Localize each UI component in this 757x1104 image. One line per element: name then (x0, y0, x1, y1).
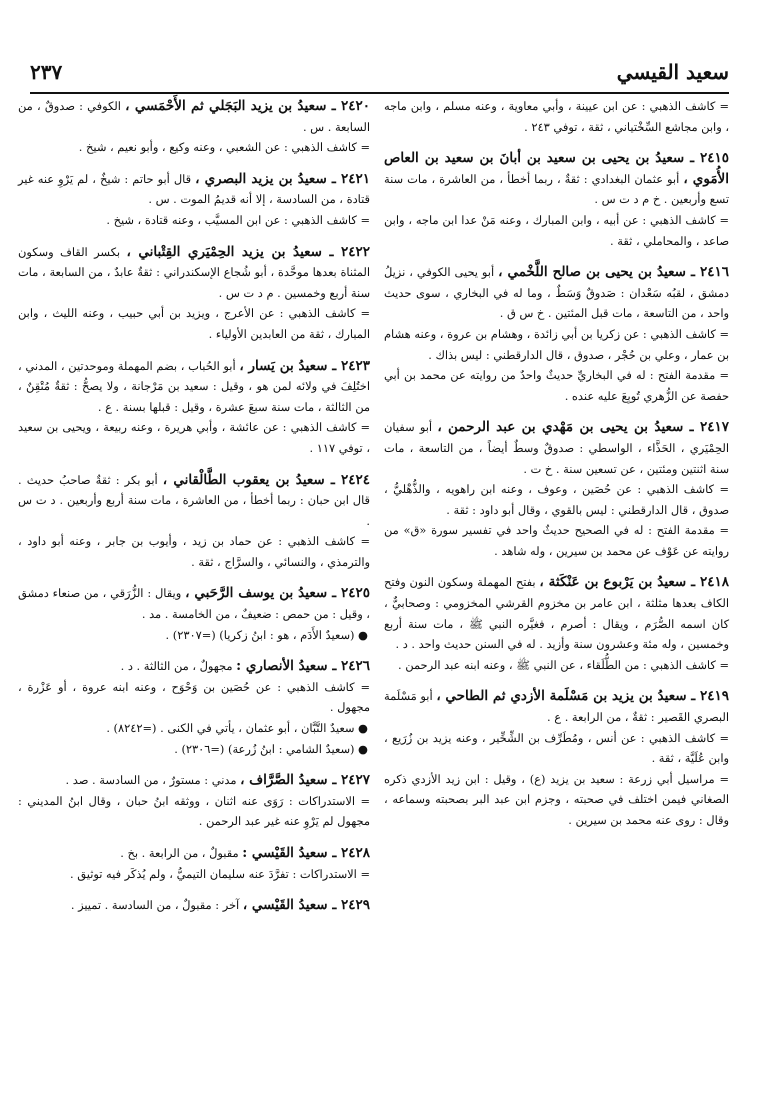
narrator-description: ويقال : الزُّرَقي ، من صنعاء دمشق ، وقيل : من حمص : ضعيفٌ ، من الخامسة . مد . (18, 586, 370, 622)
narrator-description: أبو مَسْلَمة البصري القَصير : ثقةٌ ، من الرابعة . ع . (384, 689, 729, 725)
source-note: = الاستدراكات : تفرَّدَ عنه سليمان التيميُّ ، ولم يُذكَر فيه توثيق . (70, 866, 370, 881)
narrator-description: أبو بكر : ثقةٌ صاحبُ حديث . قال ابن حبان : ربما أخطأ ، من العاشرة ، مات سنة أربع وأربعين . د ت س . (18, 472, 370, 528)
source-note: = مقدمة الفتح : له في الصحيح حديثٌ واحد في تفسير سورة «ق» من روايته عن عَوْف عن محمد بن سيرين ، وله شاهد . (384, 523, 729, 558)
entry-heading-line (384, 417, 729, 479)
source-note: = كاشف الذهبي : عن زكريا بن أبي زائدة ، وهشام بن عروة ، وعنه هشام بن عمار ، وعلي بن حُجْر ، صدوق ، قال الدارقطني : ليس بذاك . (384, 326, 729, 362)
narrator-name: ٢٤٢٩ ـ سعيدُ القَيْسي ، (242, 897, 370, 914)
entry-heading-line (384, 686, 729, 727)
source-note: = كاشف الذهبي : عن الأعرج ، ويزيد بن أبي حبيب ، وعنه الليث ، وابن المبارك ، ثقة من العابدين الأولياء . (18, 306, 370, 341)
source-note: = كاشف الذهبي : عن ابن المسيَّب ، وعنه قتادة ، شيخ . (106, 212, 370, 227)
narrator-description: مجهولٌ ، من الثالثة . د . (120, 659, 233, 674)
narrator-description: الكوفي : صدوقٌ ، من السابعة . س . (18, 99, 370, 134)
narrator-description: مقبولٌ ، من الرابعة . بخ . (120, 846, 239, 860)
cross-reference: ● سعيدٌ التَّبَّان ، أبو عثمان ، يأتي في الكنى . (=٨٢٤٢) . (106, 721, 368, 736)
narrator-name: ٢٤٢٦ ـ سعيدُ الأنصاري : (236, 658, 370, 675)
source-note: = كاشف الذهبي : عن عائشة ، وأبي هريرة ، وعنه ربيعة ، ويحيى بن سعيد ، توفي ١١٧ . (18, 420, 370, 455)
narrator-description: مدني : مستورٌ ، من السادسة . صد . (65, 773, 237, 788)
biography-entry (18, 770, 370, 832)
page-number: ٢٣٧ (30, 60, 63, 84)
source-note: = كاشف الذهبي : عن حماد بن زيد ، وأيوب بن جابر ، وعنه أبو داود ، والترمذي ، والنسائي ، والسرَّاج ، ثقة . (18, 534, 370, 569)
source-note: = مراسيل أبي زرعة : سعيد بن يزيد (ع) ، وقيل : ابن زيد الأزدي ذكره الصغاني فيمن اختلف في صحبته ، وجزم ابن عبد البر بصحبته وسماعه ، وقال : روى عنه محمد بن سيرين . (384, 771, 729, 827)
source-note: = كاشف الذهبي : عن الشعبي ، وعنه وكيع ، وأبو نعيم ، شيخ . (78, 140, 370, 155)
left-column (18, 96, 370, 927)
biography-entry (18, 242, 370, 345)
narrator-description: أبو سفيان الحِمْيَري ، الحَذَّاء ، الواسطي : صدوقٌ وسطٌ أيضاً ، من التاسعة ، مات سنة اثنتين ومئتين ، عن تسعين سنة . خ ت . (384, 420, 729, 476)
entry-heading-line (384, 572, 729, 654)
entry-heading-line (18, 770, 370, 791)
narrator-name: ٢٤٢٥ ـ سعيدُ بن يوسف الرَّحَبي ، (185, 585, 370, 602)
biography-entry (18, 895, 370, 916)
source-note: = كاشف الذهبي : عن أنس ، ومُطَرِّف بن الشِّخِّير ، وعنه يزيد بن زُرَيع ، وابن عُلَيَّة ، ثقة . (384, 730, 729, 766)
page-header (30, 60, 729, 88)
narrator-description: قال أبو حاتم : شيخٌ ، لم يَرْوِ عنه غير قتادة ، من السادسة ، إلا أنه قديمُ الموت . س . (18, 171, 370, 207)
biography-entry (18, 583, 370, 645)
entry-heading-line (18, 356, 370, 418)
biography-entry (18, 356, 370, 459)
biography-entry (18, 470, 370, 573)
biography-entry (384, 572, 729, 675)
entry-heading-line (18, 242, 370, 304)
narrator-description: أبو الحُباب ، بضم المهملة وموحدتين ، المدني ، اختُلِفَ في ولائه لمن هو ، وقيل : سعيد بن مَرْجانة ، ولا يصحُّ : ثقةٌ مُتْقِنٌ ، من الثالثة ، مات سنة سبعَ عشرة ، وقيل : قبلها بسنة . ع . (18, 358, 370, 414)
source-note: = الاستدراكات : رَوَى عنه اثنان ، ووثقه ابنُ حبان ، وقال ابنُ المديني : مجهول لم يَرْوِ عنه غير عبد الرحمن . (18, 793, 370, 829)
biography-entry (384, 96, 729, 137)
narrator-name: ٢٤٢٢ ـ سعيدُ بن يزيد الحِمْيَري القِتْباني ، (126, 243, 370, 260)
entry-heading-line (18, 470, 370, 532)
entry-heading-line (18, 895, 370, 916)
narrator-name: ٢٤٢٤ ـ سعيدُ بن يعقوب الطَّالْقاني ، (162, 471, 371, 488)
entry-heading-line (18, 656, 370, 677)
biography-entry (18, 96, 370, 158)
biography-entry (18, 843, 370, 884)
entry-heading-line (384, 148, 729, 210)
narrator-name: ٢٤١٩ ـ سعيدُ بن يزيد بن مَسْلَمة الأزدي ثم الطاحي ، (436, 688, 729, 705)
narrator-description: آخر : مقبولٌ ، من السادسة . تمييز . (70, 898, 240, 913)
entry-heading-line (18, 583, 370, 624)
source-note: = كاشف الذهبي : عن حُصَين ، وعوف ، وعنه ابن راهويه ، والذُّهْليُّ ، صدوق ، قال الدارقطني : ليس بالقوي ، وقال أبو داود : ثقة . (384, 482, 729, 517)
entry-heading-line (18, 169, 370, 210)
entry-heading-line (384, 262, 729, 324)
source-note: = كاشف الذهبي : عن حُصَين بن وَحْوَح ، وعنه ابنه عروة ، أو عَزْرة ، مجهول . (18, 679, 370, 715)
right-column (384, 96, 729, 842)
source-note: = كاشف الذهبي : عن ابن عيينة ، وأبي معاوية ، وعنه مسلم ، وابن ماجه ، وابن مجاشع السِّخْتياني ، ثقة ، توفي ٢٤٣ . (384, 99, 729, 134)
narrator-description: أبو يحيى الكوفي ، نزيلُ دمشق ، لقبُه سَعْدان : صَدوقٌ وَسَطٌ ، وما له في البخاري ، سوى حديث واحد ، من التاسعة ، مات قبل المئتين . خ س ق . (384, 265, 729, 321)
narrator-name: ٢٤١٦ ـ سعيدُ بن يحيى بن صالح اللَّخْمي ، (498, 264, 729, 281)
biography-entry (384, 417, 729, 561)
narrator-name: ٢٤٢١ ـ سعيدُ بن يزيد البصري ، (195, 170, 370, 187)
running-title: سعيد القيسي (616, 60, 729, 84)
narrator-name: ٢٤١٨ ـ سعيدُ بن يَرْبوع بن عَنْكَثة ، (539, 574, 730, 591)
narrator-name: ٢٤١٥ ـ سعيدُ بن يحيى بن سعيد بن أبانَ بن سعيد بن العاص الأُمَوي ، (384, 150, 730, 187)
narrator-name: ٢٤٢٠ ـ سعيدُ بن يزيد البَجَلي ثم الأَحْمَسي ، (125, 98, 370, 114)
cross-reference: ● (سعيدٌ الأَدَم ، هو : ابنُ زكريا) (=٢٣٠٧) . (165, 627, 368, 642)
narrator-description: بفتح المهملة وسكون النون وفتح الكاف بعدها مثلثة ، ابن عامر بن مخزوم القرشي المخزومي : وصحابيٌّ ، كان اسمه الصُّرَم ، ويقال : أصرم ، فغيَّره النبي ﷺ ، مات سنة أربع وخمسين ، وله مئة وعشرون سنة وأزيد . له في السنن حديث واحد . د . (384, 575, 729, 652)
narrator-description: أبو عثمان البغدادي : ثقةٌ ، ربما أخطأ ، من العاشرة ، مات سنة تسع وأربعين . خ م د ت س . (384, 171, 729, 207)
biography-entry (384, 262, 729, 406)
source-note: = كاشف الذهبي : من الطُّلَقاء ، عن النبي ﷺ ، وعنه ابنه عبد الرحمن . (398, 657, 729, 672)
source-note: = مقدمة الفتح : له في البخاريِّ حديثٌ واحدٌ من روايته عن محمد بن أبي حفصة عن الزُّهري تُوبِعَ عليه عنده . (384, 368, 729, 403)
source-note: = كاشف الذهبي : عن أبيه ، وابن المبارك ، وعنه مَنْ عدا ابن ماجه ، وابن صاعد ، والمحاملي ، ثقة . (384, 212, 729, 248)
header-rule (30, 92, 729, 94)
narrator-name: ٢٤١٧ ـ سعيدُ بن يحيى بن مَهْدي بن عبد الرحمن ، (437, 419, 729, 436)
entry-heading-line (18, 96, 370, 137)
narrator-name: ٢٤٢٧ ـ سعيدُ الصَّرَّاف ، (240, 772, 370, 789)
biography-entry (18, 656, 370, 759)
biography-entry (18, 169, 370, 231)
biography-entry (384, 686, 729, 830)
cross-reference: ● (سعيدٌ الشامي : ابنُ زُرعة) (=٢٣٠٦) . (174, 741, 368, 756)
narrator-name: ٢٤٢٣ ـ سعيدُ بن يَسار ، (239, 357, 371, 374)
narrator-description: بكسر القاف وسكون المثناة بعدها موحَّدة ، أبو شُجاع الإسكندراني : ثقةٌ عابدٌ ، من السابعة ، مات سنة أربع وخمسين . م د ت س . (18, 244, 370, 300)
narrator-name: ٢٤٢٨ ـ سعيدُ القَيْسي : (242, 845, 370, 861)
biography-entry (384, 148, 729, 251)
entry-heading-line (18, 843, 370, 864)
